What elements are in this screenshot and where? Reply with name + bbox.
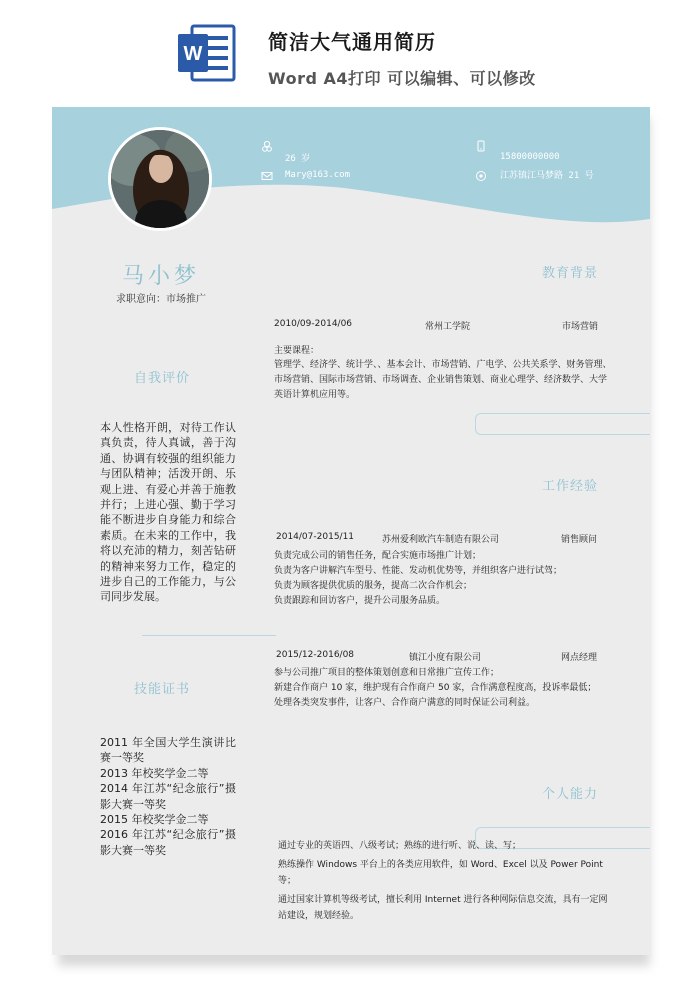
section-title-self-evaluation: 自我评价: [134, 371, 191, 386]
job-2-position: 网点经理: [561, 653, 598, 663]
edu-school: 常州工学院: [425, 322, 471, 332]
edu-period: 2010/09-2014/06: [274, 319, 353, 329]
phone-icon: [475, 140, 487, 152]
section-divider-tab: [475, 413, 650, 435]
candidate-name: 马小梦: [121, 264, 200, 289]
abilities-list: [278, 838, 610, 924]
banner-subtitle: Word A4打印 可以编辑、可以修改: [268, 69, 536, 88]
section-title-certificates: 技能证书: [134, 682, 191, 697]
job-1-position: 销售顾问: [561, 535, 598, 545]
age-icon: [261, 140, 273, 152]
avatar-photo: [111, 130, 209, 228]
banner-title: 简洁大气通用简历: [268, 30, 436, 54]
divider: [142, 635, 276, 636]
job-1-company: 苏州爱利欧汽车制造有限公司: [382, 535, 500, 545]
job-intent: 求职意向：市场推广: [116, 294, 206, 305]
top-banner: [0, 0, 700, 100]
word-icon-letter: W: [183, 43, 203, 65]
job-2-duties: [274, 666, 612, 711]
duty-line: 负责为顾客提供优质的服务，提高二次合作机会；: [274, 581, 473, 591]
phone-text: 15800000000: [500, 152, 560, 162]
duty-line: 负责完成公司的销售任务，配合实施市场推广计划；: [274, 551, 482, 561]
job-1-duties: [274, 549, 612, 609]
job-2-period: 2015/12-2016/08: [276, 650, 355, 660]
address-text: 江苏镇江马梦路 21 号: [500, 171, 594, 181]
ability-line: 通过国家计算机等级考试，擅长利用 Internet 进行各种网际信息交流，具有一定网站建设，规划经验。: [278, 895, 608, 921]
duty-line: 负责为客户讲解汽车型号、性能、发动机优势等，并组织客户进行试驾；: [274, 566, 563, 576]
section-title-abilities: 个人能力: [542, 787, 599, 802]
email-text: Mary@163.com: [285, 170, 351, 180]
word-icon: [176, 22, 238, 84]
job-2-company: 镇江小度有限公司: [409, 653, 482, 663]
edu-major: 市场营销: [562, 322, 599, 332]
mail-icon: [261, 170, 273, 182]
resume-page: [52, 107, 650, 955]
edu-courses: 管理学、经济学、统计学、、基本会计、市场营销、广电学、公共关系学、财务管理、市场营销、国际市场营销、市场调查、企业销售策划、商业心理学、经济数学、大学英语计算机应用等。: [274, 360, 612, 400]
certificates-text: 2011 年全国大学生演讲比赛一等奖 2013 年校奖学金二等 2014 年江苏“纪念旅行”摄影大赛一等奖 2015 年校奖学金二等 2016 年江苏“纪念旅行”摄影大赛一等奖: [100, 736, 236, 857]
duty-line: 负责跟踪和回访客户，提升公司服务品质。: [274, 596, 446, 606]
age-text: 26 岁: [285, 154, 311, 164]
job-1-period: 2014/07-2015/11: [276, 532, 355, 542]
duty-line: 参与公司推广项目的整体策划创意和日常推广宣传工作；: [274, 668, 500, 678]
duty-line: 新建合作商户 10 家，维护现有合作商户 50 家，合作满意程度高，投诉率最低；: [274, 683, 597, 693]
section-title-education: 教育背景: [542, 266, 599, 281]
ability-line: 熟练操作 Windows 平台上的各类应用软件，如 Word、Excel 以及 Power Point 等；: [278, 860, 603, 886]
duty-line: 处理各类突发事件，让客户、合作商户满意的同时保证公司利益。: [274, 698, 536, 708]
avatar: [108, 127, 212, 231]
section-title-experience: 工作经验: [542, 479, 599, 494]
ability-line: 通过专业的英语四、八级考试；熟练的进行听、说、读、写；: [278, 841, 522, 851]
self-evaluation-text: 本人性格开朗，对待工作认真负责，待人真诚，善于沟通、协调有较强的组织能力与团队精神；活泼开朗、乐观上进、有爱心并善于施教并行；上进心强、勤于学习能不断进步自身能力和综合素质。在未来的工作中，我将以充沛的精力，刻苦钻研的精神来努力工作，稳定的进步自己的工作能力，与公司同步发展。: [100, 421, 236, 604]
edu-courses-label: 主要课程：: [274, 346, 320, 356]
location-icon: [475, 170, 487, 182]
